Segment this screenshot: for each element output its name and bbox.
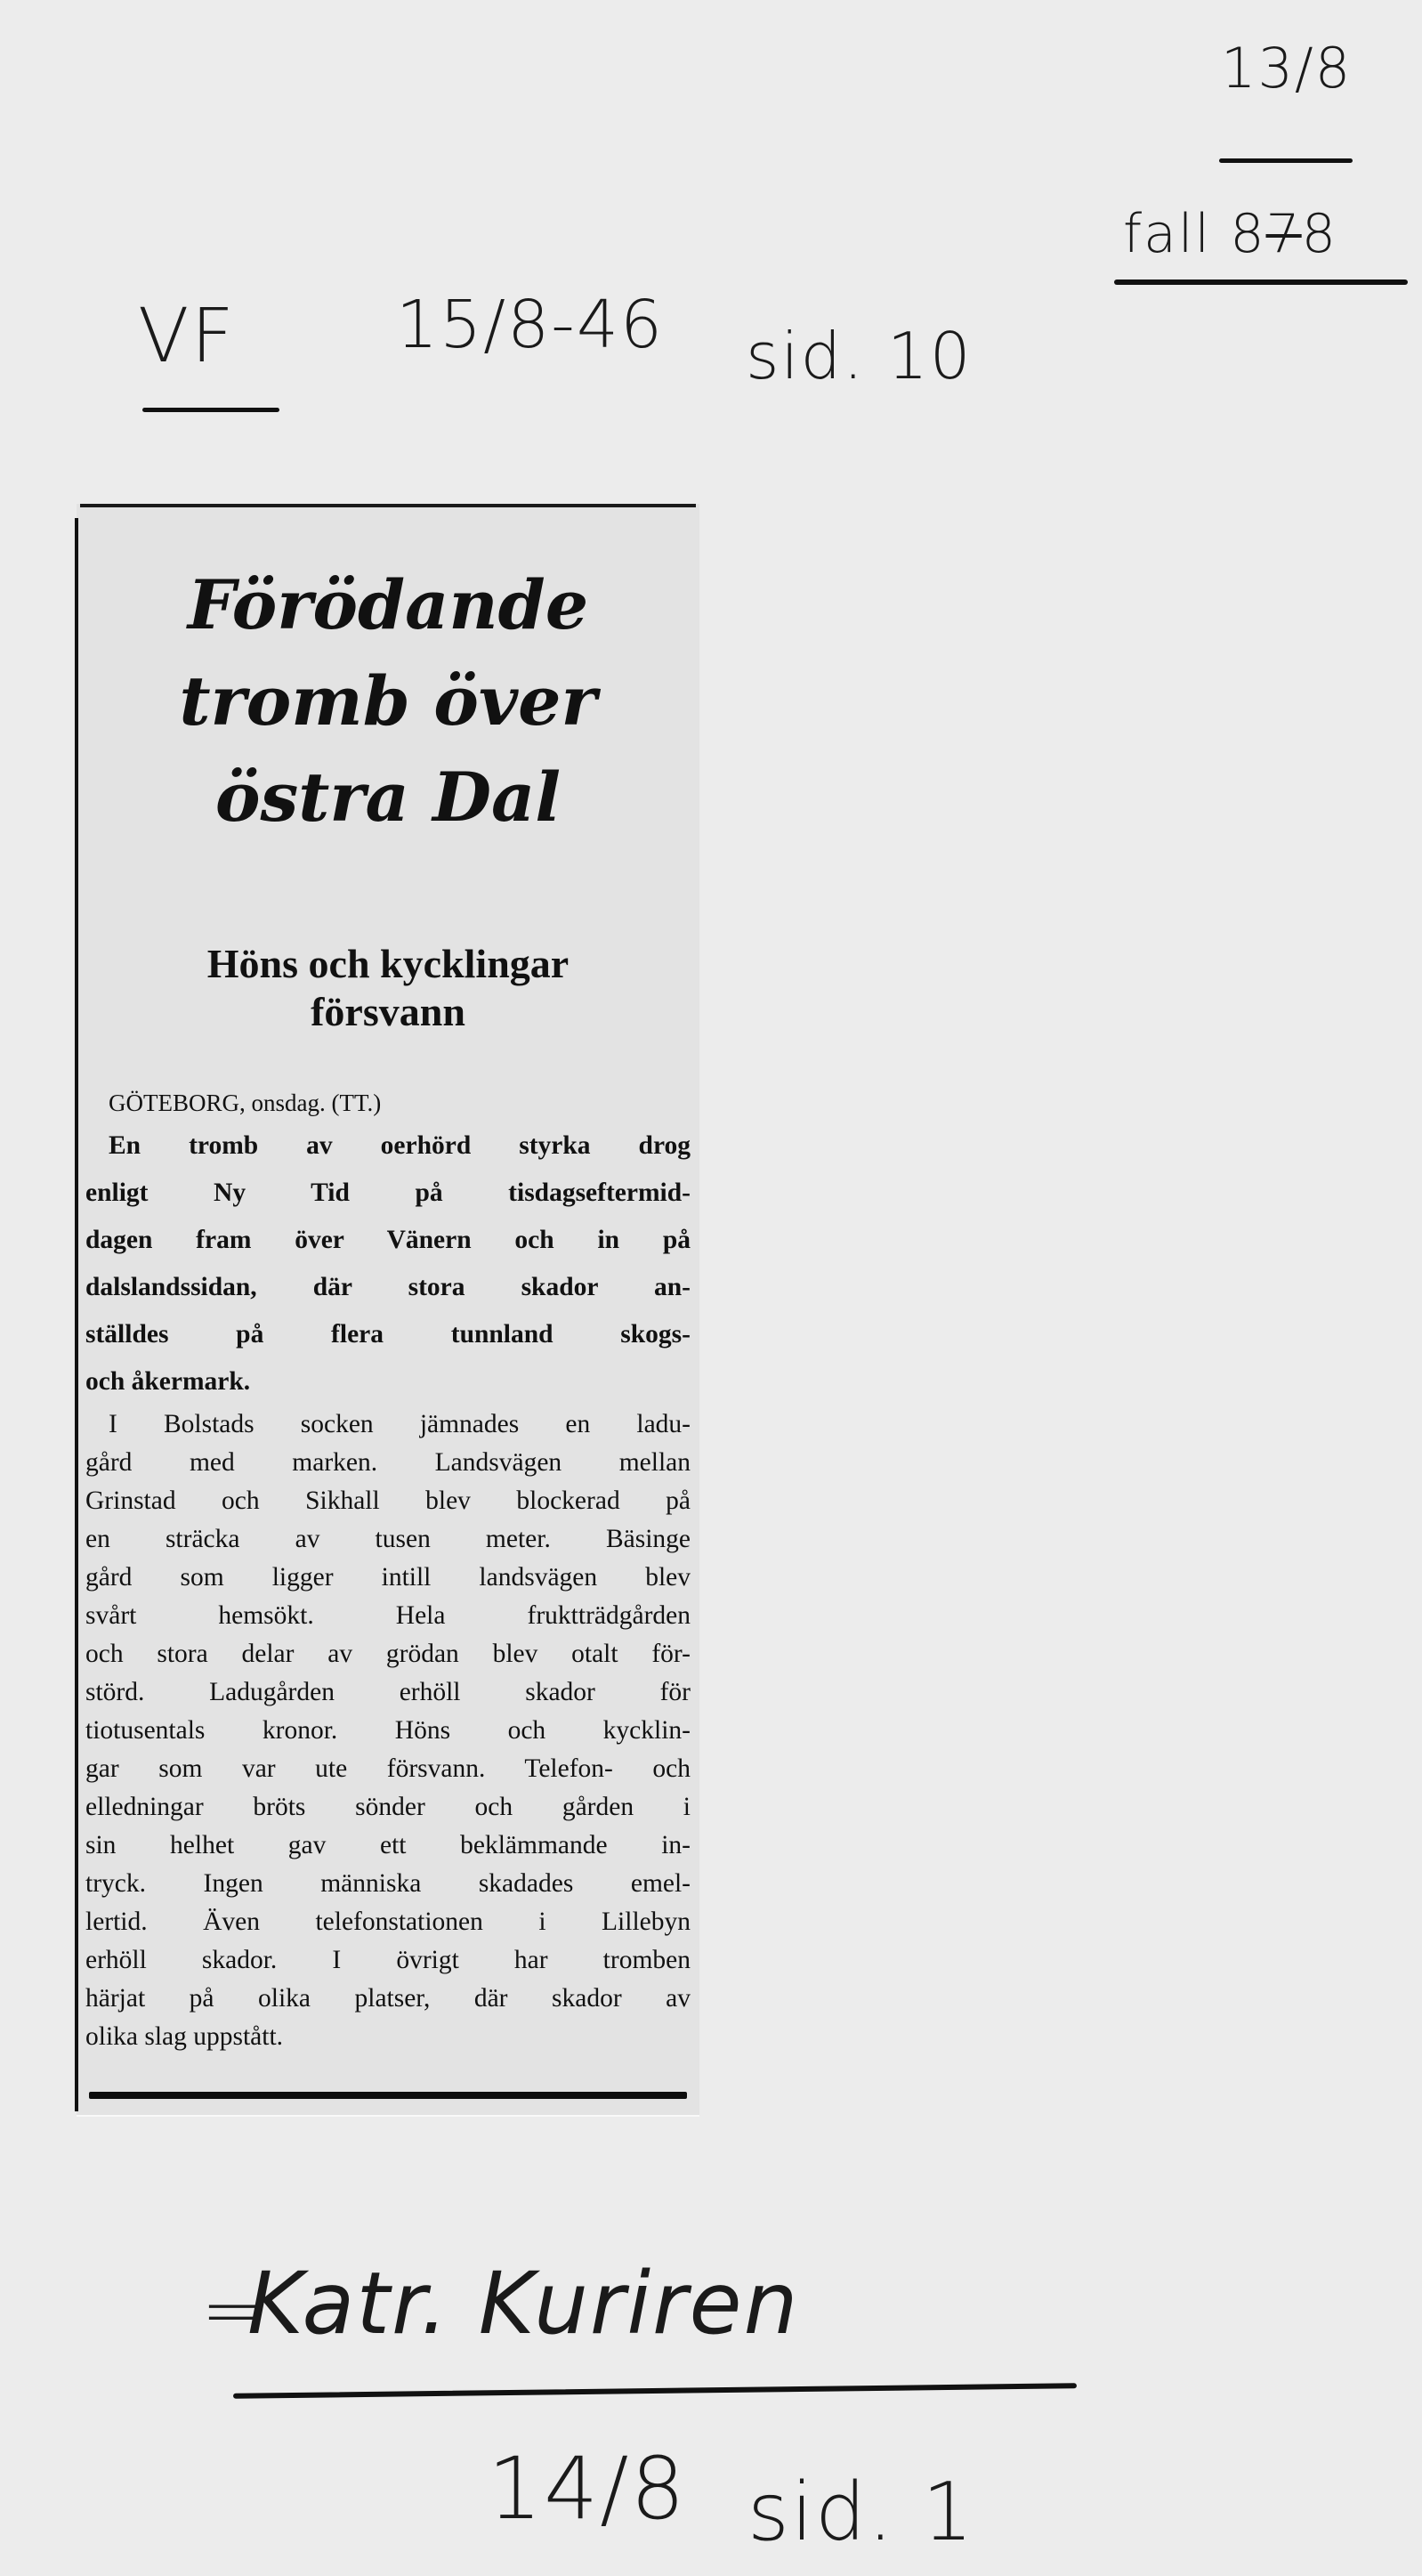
body-line: och stora delar av grödan blev otalt för- (85, 1640, 691, 1668)
case-label: fall (1123, 203, 1212, 265)
body-line: gård med marken. Landsvägen mellan (85, 1448, 691, 1477)
handwritten-source-date: 15/8-46 (396, 287, 665, 363)
lead-line: enligt Ny Tid på tisdagseftermid- (85, 1179, 691, 1207)
headline-line: östra Dal (214, 757, 562, 837)
article-dateline: GÖTEBORG, onsdag. (TT.) (109, 1090, 382, 1116)
handwritten-equals-sign: = (201, 2266, 266, 2353)
clipping-bottom-rule (89, 2092, 687, 2099)
handwritten-alt-date: 14/8 (488, 2439, 687, 2539)
body-line: I Bolstads socken jämnades en ladu- (109, 1410, 691, 1438)
underline-case-number (1114, 279, 1408, 285)
body-line: tryck. Ingen människa skadades emel- (85, 1869, 691, 1898)
newspaper-clipping (77, 504, 699, 2115)
case-number-struck-digit: 7 (1265, 203, 1302, 265)
lead-line: dagen fram över Vänern och in på (85, 1226, 691, 1254)
body-line: svårt hemsökt. Hela fruktträdgården (85, 1601, 691, 1630)
body-line: Grinstad och Sikhall blev blockerad på (85, 1486, 691, 1515)
body-line: härjat på olika platser, där skador av (85, 1984, 691, 2013)
body-line: störd. Ladugården erhöll skador för (85, 1678, 691, 1706)
body-line: gård som ligger intill landsvägen blev (85, 1563, 691, 1592)
handwritten-date-annotation: 13/8 (1221, 36, 1353, 101)
body-line: tiotusentals kronor. Höns och kycklin- (85, 1716, 691, 1745)
underline-alt-newspaper (233, 2383, 1077, 2399)
body-line: olika slag uppstått. (85, 2022, 284, 2051)
handwritten-source-page: sid. 10 (746, 319, 973, 393)
body-line: gar som var ute försvann. Telefon- och (85, 1754, 691, 1783)
underline-date-annotation (1219, 158, 1353, 163)
underline-source-newspaper (142, 408, 279, 412)
body-line: en sträcka av tusen meter. Bäsinge (85, 1525, 691, 1553)
handwritten-source-newspaper: VF (138, 292, 236, 379)
body-line: elledningar bröts sönder och gården i (85, 1793, 691, 1821)
handwritten-case-number (1123, 203, 1337, 265)
article-body (85, 1084, 691, 2056)
handwritten-alt-page: sid. 1 (747, 2466, 975, 2559)
headline-line: tromb över (179, 661, 597, 741)
subheadline-line: Höns och kycklingar (206, 941, 570, 986)
body-line: erhöll skador. I övrigt har tromben (85, 1946, 691, 1974)
lead-line: och åkermark. (85, 1367, 251, 1396)
case-number-final-digit: 8 (1301, 203, 1337, 265)
article-subheadline (77, 940, 699, 1036)
clipping-top-rule (80, 504, 696, 507)
lead-line: dalslandssidan, där stora skador an- (85, 1273, 691, 1301)
subheadline-line: försvann (311, 989, 465, 1034)
handwritten-alt-newspaper: Katr. Kuriren (247, 2254, 800, 2353)
lead-line: En tromb av oerhörd styrka drog (109, 1131, 691, 1160)
body-line: sin helhet gav ett beklämmande in- (85, 1831, 691, 1859)
body-line: lertid. Även telefonstationen i Lillebyn (85, 1908, 691, 1936)
headline-line: Förödande (187, 565, 589, 644)
case-number-prefix: 8 (1230, 203, 1266, 265)
article-headline (77, 557, 699, 846)
lead-line: ställdes på flera tunnland skogs- (85, 1320, 691, 1349)
